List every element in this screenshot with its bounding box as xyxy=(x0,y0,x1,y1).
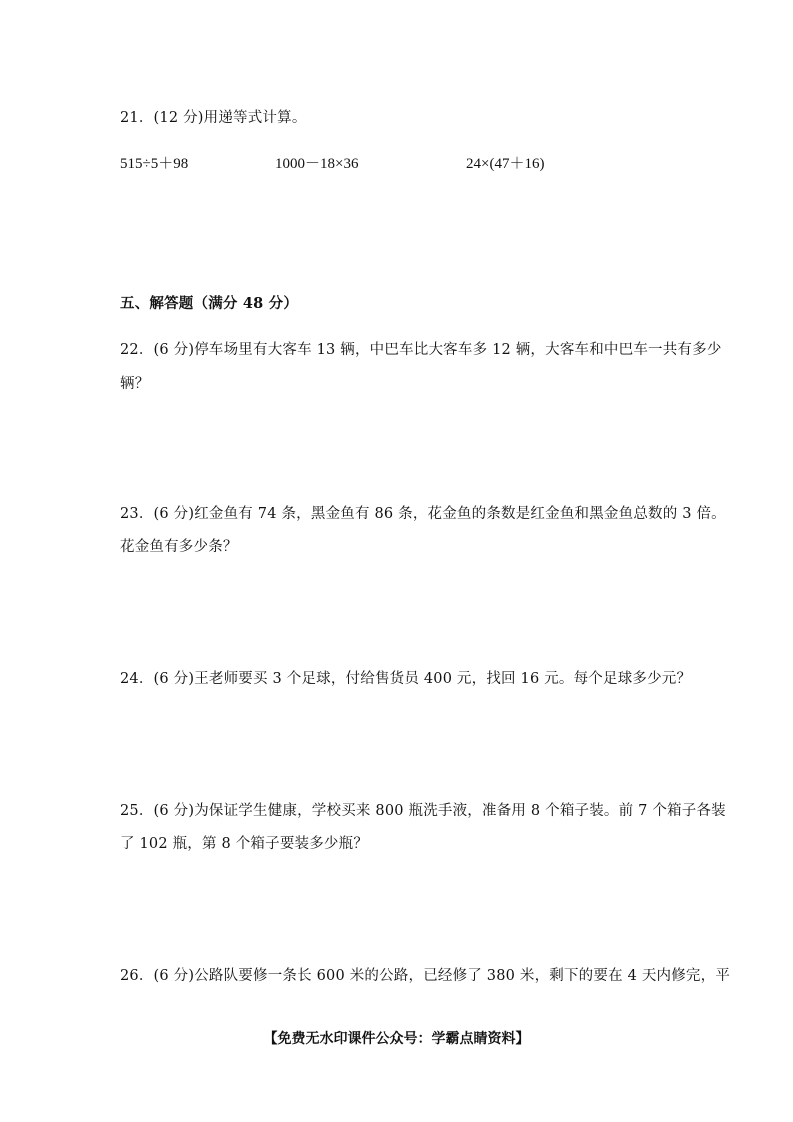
expression-2: 1000－18×36 xyxy=(275,156,359,172)
section-5-heading: 五、解答题（满分 48 分） xyxy=(120,295,299,312)
question-23-line-1: 23．(6 分)红金鱼有 74 条，黑金鱼有 86 条，花金鱼的条数是红金鱼和黑金鱼总数的 3 倍。 xyxy=(120,506,726,522)
question-23-line-2: 花金鱼有多少条？ xyxy=(120,539,238,555)
expression-1: 515÷5＋98 xyxy=(120,156,189,172)
question-26-line-1: 26．(6 分)公路队要修一条长 600 米的公路，已经修了 380 米，剩下的要在 4 天内修完，平 xyxy=(120,968,731,984)
footer-note: 【免费无水印课件公众号：学霸点睛资料】 xyxy=(263,1031,530,1047)
question-24-line-1: 24．(6 分)王老师要买 3 个足球，付给售货员 400 元，找回 16 元。每个足球多少元？ xyxy=(120,671,692,687)
question-22-line-1: 22．(6 分)停车场里有大客车 13 辆，中巴车比大客车多 12 辆，大客车和中巴车一共有多少 xyxy=(120,342,722,358)
question-22-line-2: 辆？ xyxy=(120,376,150,392)
expression-3: 24×(47＋16) xyxy=(466,156,545,172)
question-25-line-1: 25．(6 分)为保证学生健康，学校买来 800 瓶洗手液，准备用 8 个箱子装。前 7 个箱子各装 xyxy=(120,803,726,819)
question-25-line-2: 了 102 瓶，第 8 个箱子要装多少瓶？ xyxy=(120,836,369,852)
question-21-title: 21．(12 分)用递等式计算。 xyxy=(120,110,307,126)
